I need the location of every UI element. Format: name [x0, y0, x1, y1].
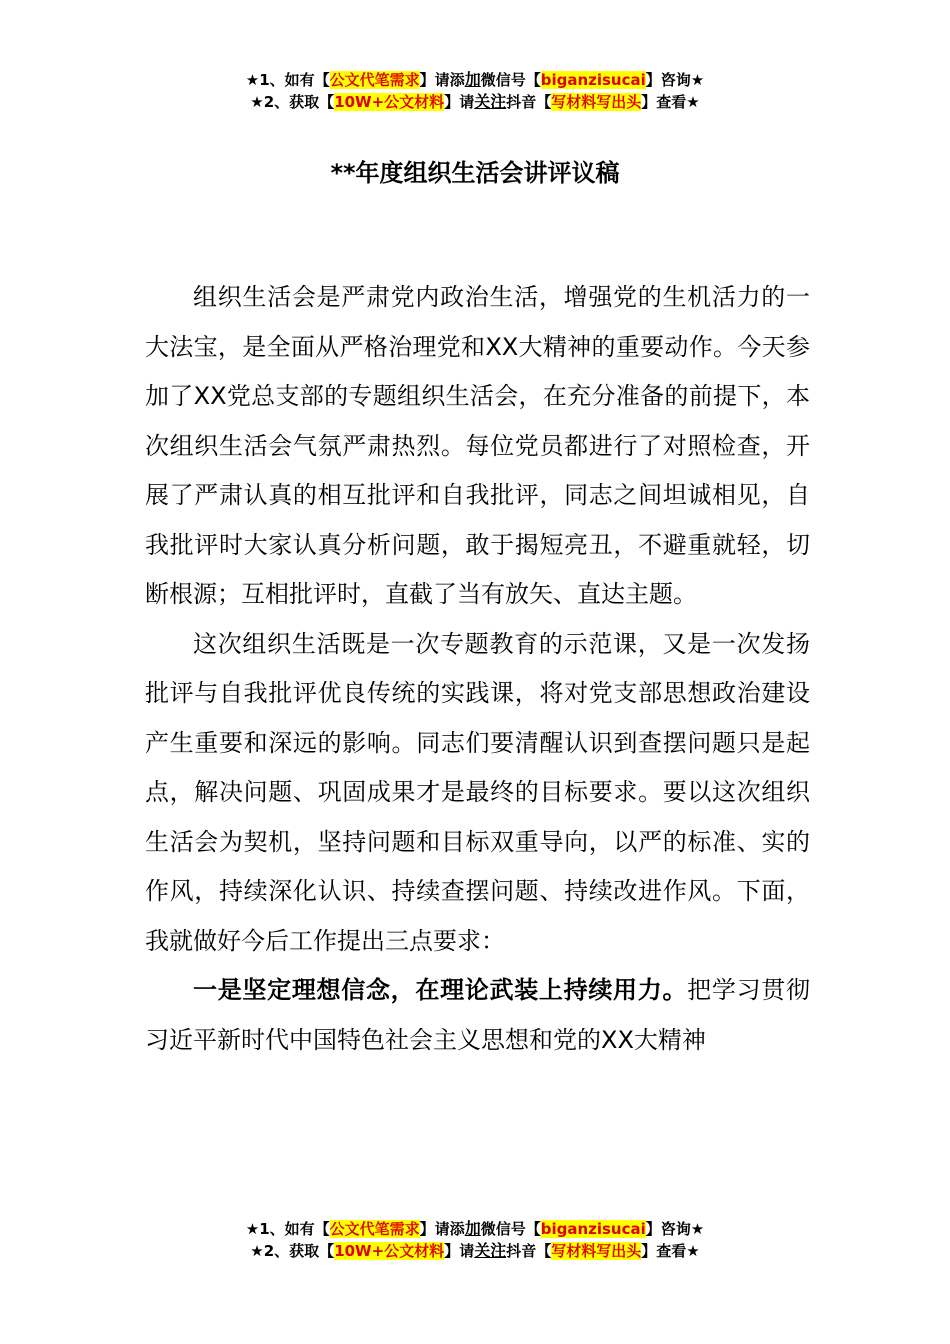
- promo-text: 】请添: [419, 71, 465, 89]
- promo-text: 】请: [444, 93, 475, 111]
- promo-line-2: [0, 91, 950, 113]
- promo-emphasis: 关注: [474, 1241, 507, 1260]
- promo-highlight: 公文代笔需求: [329, 71, 420, 89]
- body-paragraph: 这次组织生活既是一次专题教育的示范课，又是一次发扬批评与自我批评优良传统的实践课，将对党支部思想政治建设产生重要和深远的影响。同志们要清醒认识到查摆问题只是起点，解决问题、巩固成果才是最终的目标要求。要以这次组织生活会为契机，坚持问题和目标双重导向，以严的标准、实的作风，持续深化认识、持续查摆问题、持续改进作风。下面，我就做好今后工作提出三点要求：: [145, 629, 810, 955]
- promo-highlight: biganzisucai: [540, 1220, 646, 1238]
- promo-emphasis: 加: [464, 70, 481, 89]
- promo-text: 】咨询★: [645, 71, 705, 89]
- promo-text: 】咨询★: [645, 1220, 705, 1238]
- promo-highlight: 公文代笔需求: [329, 1220, 420, 1238]
- promo-text: 微信号【: [480, 71, 541, 89]
- point-paragraph: [145, 966, 810, 1065]
- promo-text: ★2、获取【: [250, 1242, 335, 1260]
- promo-text: ★2、获取【: [250, 93, 335, 111]
- promo-highlight: 写材料写出头: [551, 1242, 642, 1260]
- promo-line-2: [0, 1240, 950, 1262]
- promo-highlight: 10W+公文材料: [334, 93, 445, 111]
- promo-line-1: [0, 1218, 950, 1240]
- promo-highlight: 10W+公文材料: [334, 1242, 445, 1260]
- document-title: **年度组织生活会讲评议稿: [330, 159, 620, 187]
- promo-highlight: biganzisucai: [540, 71, 646, 89]
- promo-text: 抖音【: [506, 93, 552, 111]
- promo-text: ★1、如有【: [245, 1220, 330, 1238]
- point-text: 把学习贯彻习近平新时代中国特色社会主义思想和党的XX大精神: [145, 976, 811, 1054]
- promo-text: 】查看★: [641, 93, 700, 111]
- document-body: [145, 273, 810, 1065]
- promo-text: 微信号【: [480, 1220, 541, 1238]
- body-paragraph: 组织生活会是严肃党内政治生活，增强党的生机活力的一大法宝，是全面从严格治理党和XX大精神的重要动作。今天参加了XX党总支部的专题组织生活会，在充分准备的前提下，本次组织生活会气氛严肃热烈。每位党员都进行了对照检查，开展了严肃认真的相互批评和自我批评，同志之间坦诚相见，自我批评时大家认真分析问题，敢于揭短亮丑，不避重就轻，切断根源；互相批评时，直截了当有放矢、直达主题。: [145, 283, 810, 608]
- promo-highlight: 写材料写出头: [551, 93, 642, 111]
- promo-text: 】查看★: [641, 1242, 700, 1260]
- promo-line-1: [0, 69, 950, 91]
- bottom-promo-banner: [0, 1218, 950, 1262]
- promo-text: 】请添: [419, 1220, 465, 1238]
- promo-text: ★1、如有【: [245, 71, 330, 89]
- top-promo-banner: [0, 69, 950, 113]
- promo-text: 抖音【: [506, 1242, 552, 1260]
- promo-emphasis: 关注: [474, 92, 507, 111]
- promo-emphasis: 加: [464, 1219, 481, 1238]
- point-heading: 一是坚定理想信念，在理论武装上持续用力。: [193, 976, 688, 1004]
- promo-text: 】请: [444, 1242, 475, 1260]
